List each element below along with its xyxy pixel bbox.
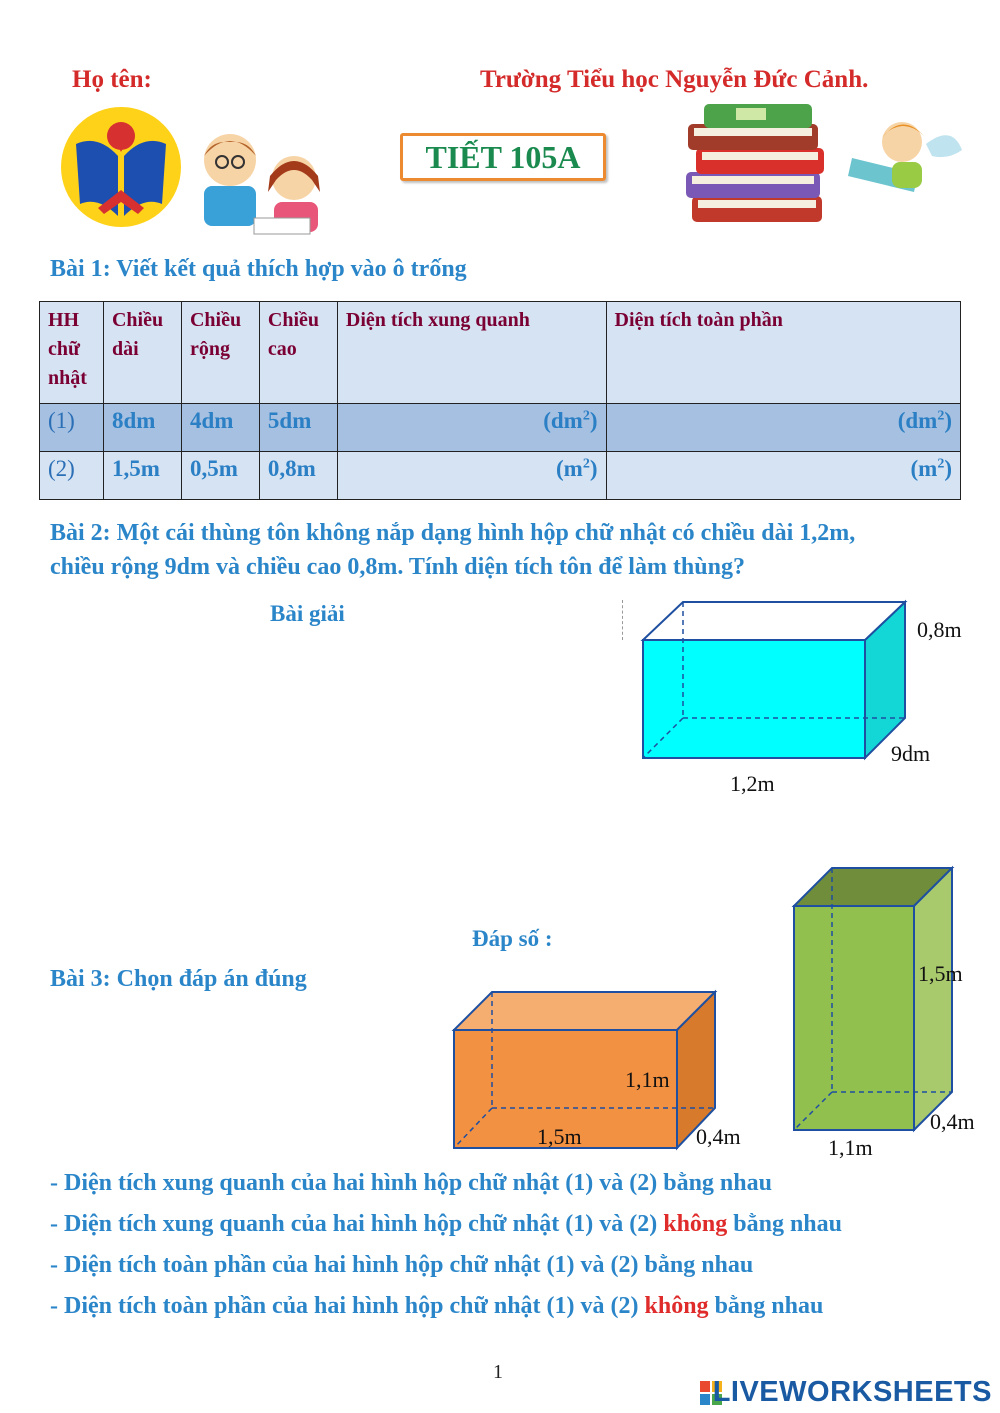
liveworksheets-brand[interactable]: LIVEWORKSHEETS — [712, 1376, 992, 1408]
unit: m — [918, 456, 938, 481]
lesson-title: TIẾT 105A — [400, 133, 606, 181]
answer-label: Đáp số : — [472, 926, 553, 951]
box1-width-label: 0,4m — [696, 1124, 741, 1149]
box1-figure — [450, 988, 720, 1154]
row-index: (1) — [40, 404, 104, 452]
row-height: 0,8m — [259, 452, 337, 500]
table-row — [40, 404, 961, 452]
box1-height-label: 1,1m — [625, 1067, 670, 1092]
option-text: bằng nhau — [708, 1293, 824, 1319]
option-highlight: không — [663, 1211, 728, 1237]
lateral-area-answer-cell[interactable]: $(dm^2)$ — [337, 404, 606, 452]
option-text: bằng nhau — [644, 1252, 754, 1278]
option-2[interactable] — [50, 1211, 842, 1238]
option-text: - Diện tích xung quanh của hai hình hộp chữ nhật (1) và (2) — [50, 1170, 664, 1196]
col-header-shape: HH chữ nhật — [40, 302, 104, 404]
divider — [622, 600, 623, 640]
dim-height-label: 0,8m — [917, 617, 962, 642]
exercise2-text-line2: chiều rộng 9dm và chiều cao 0,8m. Tính diện tích tôn để làm thùng? — [50, 554, 745, 580]
table-row — [40, 452, 961, 500]
row-length: 1,5m — [103, 452, 181, 500]
dim-width-label: 9dm — [891, 741, 931, 766]
option-text: - Diện tích toàn phần của hai hình hộp chữ nhật (1) và (2) — [50, 1293, 645, 1319]
unit-exponent: 2 — [582, 408, 590, 424]
row-length: 8dm — [103, 404, 181, 452]
option-text: - Diện tích toàn phần của hai hình hộp chữ nhật (1) và (2) — [50, 1252, 645, 1278]
col-header-width: Chiều rộng — [181, 302, 259, 404]
col-header-lateral-area: Diện tích xung quanh — [337, 302, 606, 404]
row-index: (2) — [40, 452, 104, 500]
exercise1-table — [39, 301, 961, 500]
box1-top — [454, 992, 715, 1030]
col-header-total-area: Diện tích toàn phần — [606, 302, 961, 404]
option-text: bằng nhau — [663, 1170, 772, 1196]
school-name: Trường Tiểu học Nguyễn Đức Cảnh. — [480, 66, 869, 93]
option-text: - Diện tích xung quanh của hai hình hộp chữ nhật (1) và (2) — [50, 1211, 664, 1237]
col-header-height: Chiều cao — [259, 302, 337, 404]
option-4[interactable] — [50, 1293, 823, 1320]
exercise3-heading: Bài 3: Chọn đáp án đúng — [50, 966, 307, 992]
option-text: bằng nhau — [727, 1211, 843, 1237]
col-header-length: Chiều dài — [103, 302, 181, 404]
unit-exponent: 2 — [937, 456, 945, 472]
unit-exponent: 2 — [582, 456, 590, 472]
unit-exponent: 2 — [937, 408, 945, 424]
box2-front — [794, 906, 914, 1130]
name-label: Họ tên: — [72, 66, 152, 93]
lateral-area-answer-cell[interactable]: $(m^2)$ — [337, 452, 606, 500]
box2-side — [914, 868, 952, 1130]
books-stack-icon — [682, 100, 838, 230]
row-height: 5dm — [259, 404, 337, 452]
box2-figure — [790, 864, 956, 1136]
unit: dm — [550, 408, 583, 433]
total-area-answer-cell[interactable]: $(m^2)$ — [606, 452, 961, 500]
option-highlight: không — [644, 1293, 709, 1319]
exercise1-instruction: : Viết kết quả thích hợp vào ô trống — [102, 256, 467, 282]
box1-length-label: 1,5m — [537, 1124, 582, 1149]
box-front-face — [643, 640, 865, 758]
exercise2-text-line1: Bài 2: Một cái thùng tôn không nắp dạng hình hộp chữ nhật có chiều dài 1,2m, — [50, 520, 856, 546]
page-number: 1 — [493, 1361, 503, 1383]
box2-length-label: 1,1m — [828, 1135, 873, 1160]
solution-label: Bài giải — [270, 601, 345, 626]
tin-box-figure — [638, 596, 913, 766]
children-reading-icon — [190, 130, 340, 240]
unit: m — [563, 456, 583, 481]
unit: dm — [905, 408, 938, 433]
option-1[interactable] — [50, 1170, 772, 1197]
exercise1-label: Bài 1 — [50, 256, 103, 282]
table-header-row — [40, 302, 961, 404]
row-width: 0,5m — [181, 452, 259, 500]
fairy-pencil-icon — [848, 114, 968, 210]
box2-width-label: 0,4m — [930, 1109, 975, 1134]
row-width: 4dm — [181, 404, 259, 452]
exercise1-heading — [50, 256, 467, 283]
total-area-answer-cell[interactable]: $(dm^2)$ — [606, 404, 961, 452]
box2-height-label: 1,5m — [918, 961, 963, 986]
option-3[interactable] — [50, 1252, 753, 1279]
school-logo-icon — [58, 104, 184, 230]
dim-length-label: 1,2m — [730, 771, 775, 796]
